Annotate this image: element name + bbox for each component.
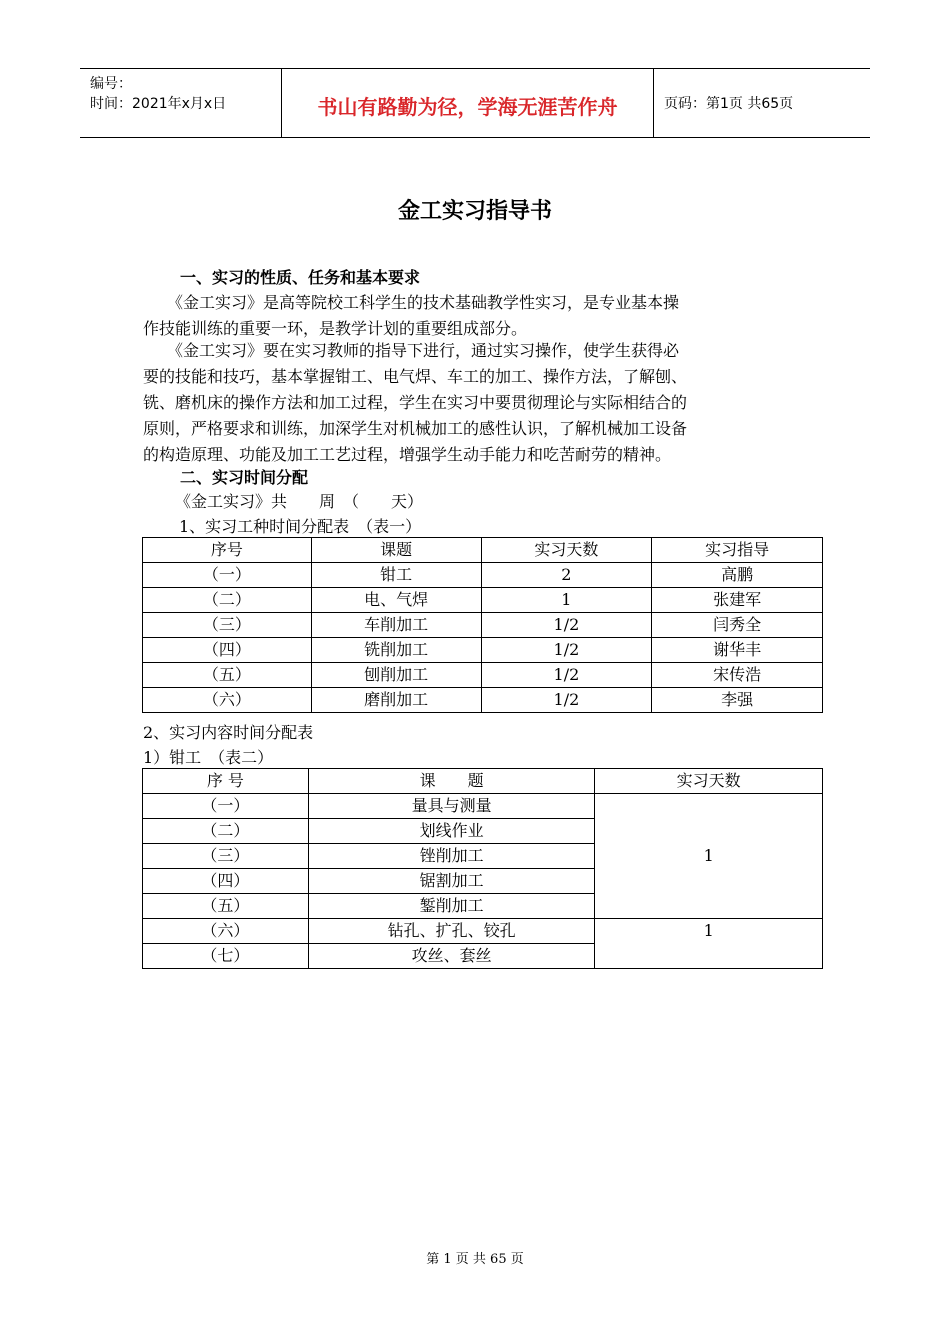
table-cell: 划线作业	[308, 819, 595, 844]
table-cell: （二）	[143, 588, 312, 613]
table-header-row	[143, 538, 823, 563]
table2-caption: 1）钳工 （表二）	[143, 748, 274, 767]
header-cell: 课题	[311, 538, 481, 563]
table-cell: （五）	[143, 663, 312, 688]
table-cell: 宋传浩	[652, 663, 823, 688]
text-line: 作技能训练的重要一环，是教学计划的重要组成部分。	[143, 319, 528, 338]
text-line: 《金工实习》要在实习教师的指导下进行，通过实习操作，使学生获得必	[143, 341, 680, 360]
header-page-info: 页码：第1页 共65页	[664, 96, 794, 112]
header-motto-cell	[282, 69, 654, 137]
table-cell: 量具与测量	[308, 794, 595, 819]
table-cell: 1/2	[481, 688, 652, 713]
table1-caption: 1、实习工种时间分配表 （表一）	[179, 517, 422, 536]
table2-title: 2、实习内容时间分配表	[143, 723, 314, 742]
table-cell: （四）	[143, 869, 309, 894]
table-cell: 电、气焊	[311, 588, 481, 613]
table-cell: 1/2	[481, 613, 652, 638]
table-cell: 车削加工	[311, 613, 481, 638]
table-cell: 1/2	[481, 638, 652, 663]
table-work-type-time	[142, 537, 823, 713]
header-page-cell	[654, 69, 870, 137]
table-row	[143, 563, 823, 588]
table-row	[143, 588, 823, 613]
header-cell: 序号	[143, 538, 312, 563]
header-cell: 实习天数	[481, 538, 652, 563]
table-cell: （一）	[143, 794, 309, 819]
table-row	[143, 794, 823, 819]
table-cell: （三）	[143, 613, 312, 638]
text-line: 铣、磨机床的操作方法和加工过程，学生在实习中要贯彻理论与实际相结合的	[143, 393, 688, 412]
table-cell: 闫秀全	[652, 613, 823, 638]
text-line: 《金工实习》是高等院校工科学生的技术基础教学性实习，是专业基本操	[143, 293, 680, 312]
section2-heading: 二、实习时间分配	[180, 468, 309, 487]
text-line: 原则，严格要求和训练，加深学生对机械加工的感性认识，了解机械加工设备	[143, 419, 688, 438]
table-cell: （四）	[143, 638, 312, 663]
document-time-label: 时间：2021年x月x日	[90, 96, 227, 112]
table-cell: 磨削加工	[311, 688, 481, 713]
table-row	[143, 663, 823, 688]
table-fitter-content-time	[142, 768, 823, 969]
table-cell: 1/2	[481, 663, 652, 688]
document-code-label: 编号：	[90, 76, 132, 92]
table-cell: 1	[481, 588, 652, 613]
table-cell: 谢华丰	[652, 638, 823, 663]
table-row	[143, 688, 823, 713]
table-cell: 铣削加工	[311, 638, 481, 663]
document-title: 金工实习指导书	[397, 199, 552, 224]
table-cell: 锯割加工	[308, 869, 595, 894]
table-cell: （六）	[143, 688, 312, 713]
table-header-row	[143, 769, 823, 794]
table-cell: 李强	[652, 688, 823, 713]
table-cell: 錾削加工	[308, 894, 595, 919]
table-cell: 锉削加工	[308, 844, 595, 869]
header-cell: 课 题	[308, 769, 595, 794]
table-row	[143, 919, 823, 944]
text-line: 要的技能和技巧，基本掌握钳工、电气焊、车工的加工、操作方法，了解刨、	[143, 367, 688, 386]
table-cell: （五）	[143, 894, 309, 919]
text-line: 的构造原理、功能及加工工艺过程，增强学生动手能力和吃苦耐劳的精神。	[143, 445, 672, 464]
section1-paragraph1	[143, 290, 679, 342]
header-motto: 书山有路勤为径，学海无涯苦作舟	[317, 95, 618, 119]
table-cell: （一）	[143, 563, 312, 588]
table-row	[143, 613, 823, 638]
table-cell: （三）	[143, 844, 309, 869]
table-cell: （六）	[143, 919, 309, 944]
merged-days-cell: 1	[595, 919, 823, 969]
header-cell: 实习指导	[652, 538, 823, 563]
table-cell: （二）	[143, 819, 309, 844]
table-cell: 攻丝、套丝	[308, 944, 595, 969]
page-footer: 第 1 页 共 65 页	[426, 1252, 524, 1267]
merged-days-cell: 1	[595, 794, 823, 919]
header-meta-cell	[80, 69, 282, 137]
duration-line: 《金工实习》共 周 （ 天）	[175, 492, 424, 511]
header-cell: 序 号	[143, 769, 309, 794]
table-row	[143, 638, 823, 663]
section1-heading: 一、实习的性质、任务和基本要求	[180, 268, 421, 287]
table-cell: （七）	[143, 944, 309, 969]
section1-paragraph2	[143, 338, 687, 468]
table-cell: 张建军	[652, 588, 823, 613]
table-cell: 2	[481, 563, 652, 588]
table-cell: 刨削加工	[311, 663, 481, 688]
table-cell: 钻孔、扩孔、铰孔	[308, 919, 595, 944]
header-cell: 实习天数	[595, 769, 823, 794]
table-cell: 钳工	[311, 563, 481, 588]
table-cell: 高鹏	[652, 563, 823, 588]
page-header	[80, 68, 870, 138]
